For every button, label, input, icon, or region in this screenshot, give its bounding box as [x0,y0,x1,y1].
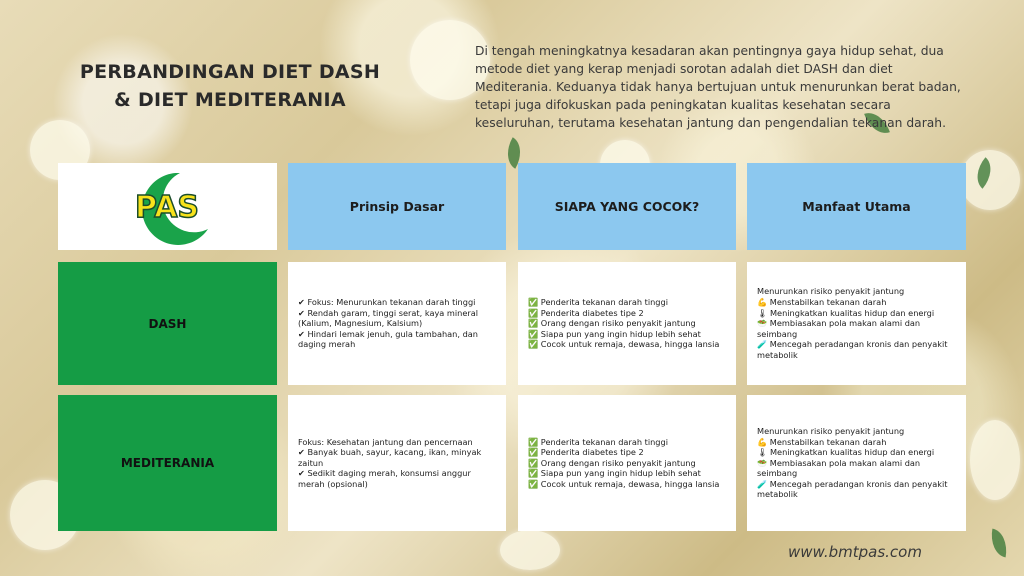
list-item: ✅ Penderita tekanan darah tinggi [528,297,668,308]
list-item: 🥗 Membiasakan pola makan alami dan seimbang [757,457,921,479]
list-item: ✅ Cocok untuk remaja, dewasa, hingga lansia [528,339,720,350]
list-item: ✔ Hindari lemak jenuh, gula tambahan, dan daging merah [298,328,478,350]
logo-text: PAS [134,189,199,225]
list-item: ✅ Cocok untuk remaja, dewasa, hingga lansia [528,478,720,489]
website-url[interactable]: www.bmtpas.com [788,543,922,561]
list-item: ✅ Orang dengan risiko penyakit jantung [528,457,696,468]
list-item: Fokus: Kesehatan jantung dan pencernaan [298,436,473,447]
list-item: ✅ Siapa pun yang ingin hidup lebih sehat [528,468,701,479]
title-line-1: PERBANDINGAN DIET DASH [79,61,381,83]
list-item: ✅ Siapa pun yang ingin hidup lebih sehat [528,328,701,339]
list-item: ✔ Sedikit daging merah, konsumsi anggur merah (opsional) [298,468,471,489]
intro-paragraph: Di tengah meningkatnya kesadaran akan pentingnya gaya hidup sehat, dua metode diet yang kerap menjadi sorotan adalah diet DASH dan diet Mediterania. Keduanya tidak hanya bertujuan untuk menurunkan berat badan, tetapi juga difokuskan pada peningkatan kualitas kesehatan secara keseluruhan, terutama kesehatan jantung dan pengendalian tekanan darah. [475,44,961,130]
row-label-dash: DASH [58,262,277,385]
list-item: ✔ Rendah garam, tinggi serat, kaya mineral (Kalium, Magnesium, Kalsium) [298,307,479,329]
list-item: Menurunkan risiko penyakit jantung [757,286,905,297]
list-item: 🥗 Membiasakan pola makan alami dan seimbang [757,318,921,339]
title-line-2: & DIET MEDITERANIA [114,89,346,111]
logo-cell [58,163,277,250]
dash-cocok-cell [518,262,736,385]
list-item: 🌡 Meningkatkan kualitas hidup dan energi [757,307,935,318]
header-manfaat-utama: Manfaat Utama [747,163,966,250]
list-item: 🌡 Meningkatkan kualitas hidup dan energi [757,447,935,458]
list-item: ✔ Fokus: Menurunkan tekanan darah tinggi [298,297,476,308]
list-item: ✅ Penderita diabetes tipe 2 [528,307,644,318]
list-item: ✅ Penderita tekanan darah tinggi [528,436,668,447]
dash-prinsip-cell [288,262,506,385]
list-item: 🧪 Mencegah peradangan kronis dan penyakit metabolik [757,339,948,360]
page-title [70,58,390,114]
list-item: 🧪 Mencegah peradangan kronis dan penyakit metabolik [757,478,948,500]
list-item: 💪 Menstabilkan tekanan darah [757,436,887,447]
mediterania-manfaat-cell [747,395,966,531]
list-item: ✔ Banyak buah, sayur, kacang, ikan, minyak zaitun [298,447,482,468]
mediterania-cocok-cell [518,395,736,531]
pas-logo [120,167,216,247]
list-item: ✅ Orang dengan risiko penyakit jantung [528,318,696,329]
row-label-mediterania: MEDITERANIA [58,395,277,531]
header-prinsip-dasar: Prinsip Dasar [288,163,506,250]
dash-manfaat-cell [747,262,966,385]
list-item: Menurunkan risiko penyakit jantung [757,425,905,436]
list-item: ✅ Penderita diabetes tipe 2 [528,447,644,458]
header-siapa-yang-cocok: SIAPA YANG COCOK? [518,163,736,250]
list-item: 💪 Menstabilkan tekanan darah [757,297,887,308]
mediterania-prinsip-cell [288,395,506,531]
